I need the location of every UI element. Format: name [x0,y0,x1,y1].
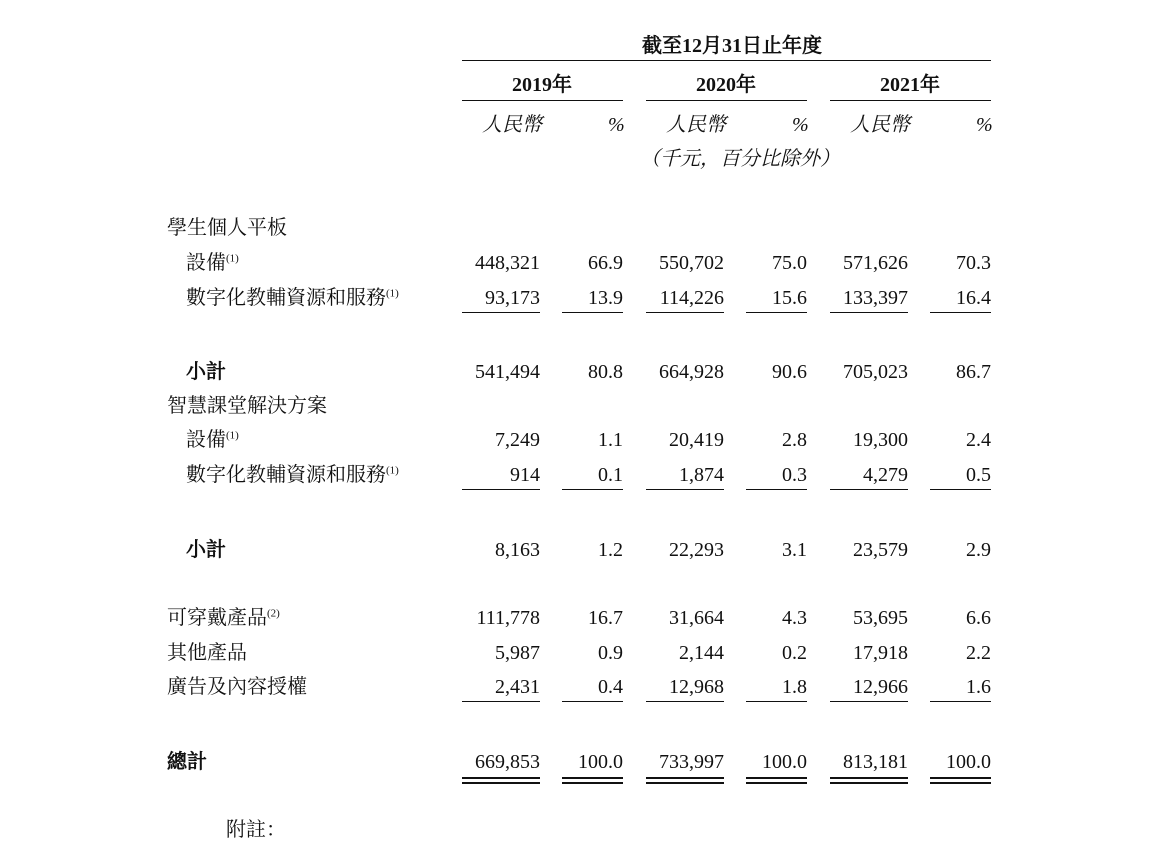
subtotal-rule [930,312,991,313]
table-cell: 22,293 [669,539,724,561]
subtotal-rule [746,312,807,313]
table-cell: 0.1 [598,464,623,486]
subtotal-rule [646,489,724,490]
row-label: 設備$^{(1)}$ [186,252,239,274]
grand-total-double-rule [562,777,623,779]
year-header-2021: 2021年 [880,74,940,96]
subtotal-rule [646,312,724,313]
table-cell: 20,419 [669,429,724,451]
currency-header-2020: 人民幣 [666,114,726,136]
table-cell: 4.3 [782,607,807,629]
year-header-2019: 2019年 [512,74,572,96]
table-cell: 1.6 [966,676,991,698]
table-cell: 550,702 [659,252,724,274]
table-cell: 31,664 [669,607,724,629]
table-cell: 1.2 [598,539,623,561]
footnote-heading: 附註： [226,819,286,841]
percent-header-2020: % [792,114,809,136]
total-rule [646,701,724,702]
table-cell: 2.9 [966,539,991,561]
table-cell: 86.7 [956,361,991,383]
subtotal-rule [562,312,623,313]
grand-total-double-rule [746,777,807,779]
table-cell: 75.0 [772,252,807,274]
grand-total-double-rule [562,782,623,784]
table-cell: 2.2 [966,642,991,664]
grand-total-double-rule [930,777,991,779]
subtotal-rule [462,312,540,313]
table-cell: 100.0 [578,751,623,773]
table-cell: 19,300 [853,429,908,451]
table-cell: 1.8 [782,676,807,698]
subtotal-rule [562,489,623,490]
row-label: 其他產品 [167,642,247,664]
table-cell: 100.0 [946,751,991,773]
table-cell: 100.0 [762,751,807,773]
table-cell: 448,321 [475,252,540,274]
row-label: 智慧課堂解決方案 [167,395,327,417]
subtotal-rule [462,489,540,490]
table-cell: 4,279 [863,464,908,486]
table-cell: 133,397 [843,287,908,309]
table-cell: 2,431 [495,676,540,698]
table-cell: 1,874 [679,464,724,486]
year-header-2020: 2020年 [696,74,756,96]
grand-total-double-rule [462,782,540,784]
table-cell: 0.4 [598,676,623,698]
year-underline-2020 [646,100,807,101]
table-cell: 23,579 [853,539,908,561]
table-cell: 16.7 [588,607,623,629]
row-label: 可穿戴產品$^{(2)}$ [167,607,280,629]
table-cell: 66.9 [588,252,623,274]
total-rule [746,701,807,702]
table-cell: 2,144 [679,642,724,664]
table-cell: 571,626 [843,252,908,274]
table-cell: 53,695 [853,607,908,629]
table-cell: 90.6 [772,361,807,383]
row-label: 小計 [186,539,226,561]
percent-header-2019: % [608,114,625,136]
grand-total-double-rule [462,777,540,779]
table-cell: 664,928 [659,361,724,383]
table-cell: 8,163 [495,539,540,561]
period-underline [462,60,991,61]
table-cell: 6.6 [966,607,991,629]
currency-header-2019: 人民幣 [482,114,542,136]
grand-total-double-rule [830,782,908,784]
subtotal-rule [830,312,908,313]
table-cell: 3.1 [782,539,807,561]
grand-total-double-rule [646,777,724,779]
table-cell: 733,997 [659,751,724,773]
subtotal-rule [830,489,908,490]
table-cell: 13.9 [588,287,623,309]
table-cell: 17,918 [853,642,908,664]
table-cell: 12,968 [669,676,724,698]
table-cell: 541,494 [475,361,540,383]
grand-total-double-rule [746,782,807,784]
table-cell: 0.9 [598,642,623,664]
table-cell: 2.8 [782,429,807,451]
table-cell: 80.8 [588,361,623,383]
grand-total-double-rule [646,782,724,784]
period-header: 截至12月31日止年度 [642,35,822,57]
subtotal-rule [930,489,991,490]
total-rule [930,701,991,702]
grand-total-double-rule [830,777,908,779]
total-rule [462,701,540,702]
table-cell: 0.3 [782,464,807,486]
row-label: 小計 [186,361,226,383]
currency-header-2021: 人民幣 [850,114,910,136]
table-cell: 2.4 [966,429,991,451]
unit-note: （千元，百分比除外） [640,148,840,170]
grand-total-double-rule [930,782,991,784]
table-cell: 7,249 [495,429,540,451]
total-rule [562,701,623,702]
table-cell: 1.1 [598,429,623,451]
table-cell: 813,181 [843,751,908,773]
row-label: 設備$^{(1)}$ [186,429,239,451]
table-cell: 111,778 [476,607,540,629]
year-underline-2021 [830,100,991,101]
table-cell: 0.5 [966,464,991,486]
row-label: 學生個人平板 [167,217,287,239]
row-label: 數字化教輔資源和服務$^{(1)}$ [186,464,399,486]
table-cell: 16.4 [956,287,991,309]
row-label: 廣告及內容授權 [167,676,307,698]
table-cell: 5,987 [495,642,540,664]
row-label: 數字化教輔資源和服務$^{(1)}$ [186,287,399,309]
table-cell: 15.6 [772,287,807,309]
year-underline-2019 [462,100,623,101]
percent-header-2021: % [976,114,993,136]
subtotal-rule [746,489,807,490]
table-cell: 669,853 [475,751,540,773]
table-cell: 70.3 [956,252,991,274]
table-cell: 0.2 [782,642,807,664]
total-rule [830,701,908,702]
table-cell: 93,173 [485,287,540,309]
table-cell: 12,966 [853,676,908,698]
table-cell: 114,226 [659,287,724,309]
row-label: 總計 [167,751,207,773]
table-cell: 705,023 [843,361,908,383]
table-cell: 914 [510,464,540,486]
